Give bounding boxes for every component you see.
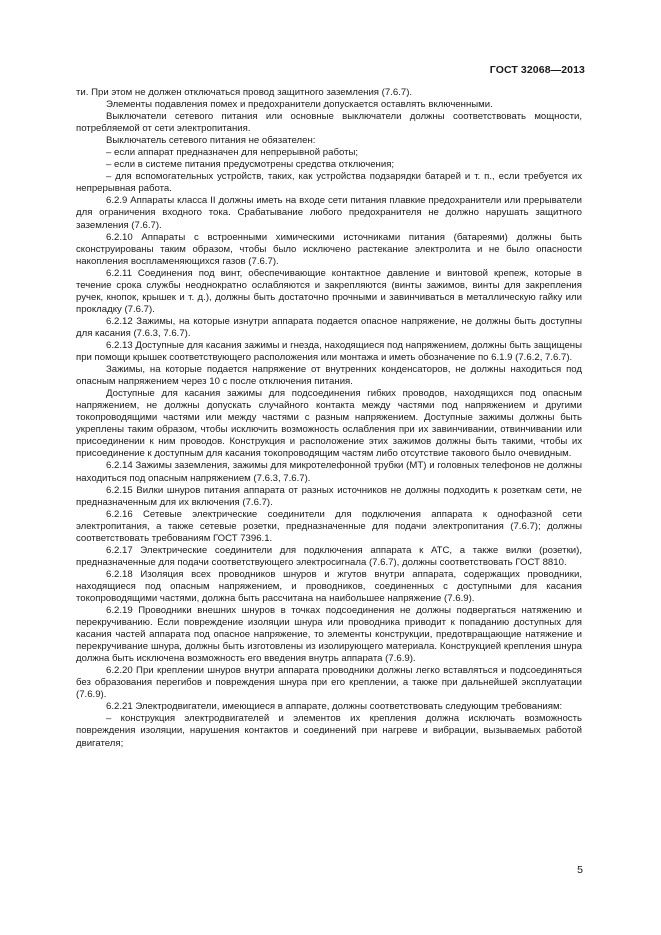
document-body [76,87,582,750]
paragraph: Доступные для касания зажимы для подсоединения гибких проводов, находящихся под опасным напряжением, не должны допускать случайного контакта между частями под напряжением и другими токопроводящими частями или между частями с разным напряжением. Доступные зажимы должны быть укреплены таким образом, чтобы исключить возможность ослабления при их завинчивании, отвинчивании или присоединении к ним проводов. Конструкция и расположение этих зажимов должны быть такими, чтобы их присоединение к доступным для касания токопроводящим частям либо отсутствие такового было очевидным. [76,388,582,460]
paragraph: Зажимы, на которые подается напряжение от внутренних конденсаторов, не должны находиться под опасным напряжением через 10 с после отключения питания. [76,364,582,388]
clause-6-2-13: 6.2.13 Доступные для касания зажимы и гнезда, находящиеся под напряжением, должны быть защищены при помощи крышек соответствующего расположения или монтажа и иметь обозначение по 6.1.9 (7.6.2, 7.6.7). [76,339,582,364]
clause-6-2-15: 6.2.15 Вилки шнуров питания аппарата от разных источников не должны подходить к розеткам сети, не предназначенным для их включения (7.6.7). [76,484,582,508]
clause-6-2-16: 6.2.16 Сетевые электрические соединители для подключения аппарата к однофазной сети электропитания, а также сетевые розетки, предназначенные для подачи электропитания (7.6.7); должны соответствовать требованиям ГОСТ 7396.1. [76,508,582,544]
list-item: – для вспомогательных устройств, таких, как устройства подзарядки батарей и т. п., если требуется их непрерывная работа. [76,171,582,195]
clause-6-2-20: 6.2.20 При креплении шнуров внутри аппарата проводники должны легко вставляться и подсоединяться без образования перегибов и повреждения шнура при его креплении, а также при дальнейшей эксплуатации (7.6.9). [76,665,582,701]
clause-6-2-11: 6.2.11 Соединения под винт, обеспечивающие контактное давление и винтовой крепеж, которые в течение срока службы неоднократно ослабляются и закрепляются (винты зажимов, винты для закрепления ручек, кнопок, крышек и т. д.), должны быть достаточно прочными и завинчиваться в металлическую гайку или прокладку (7.6.7). [76,267,582,315]
paragraph: Элементы подавления помех и предохранители допускается оставлять включенными. [106,99,493,111]
document-header: ГОСТ 32068—2013 [489,64,585,76]
clause-6-2-18: 6.2.18 Изоляция всех проводников шнуров и жгутов внутри аппарата, содержащих проводники, находящиеся под опасным напряжением, и проводников, соединенных с доступными для касания токопроводящими частями, должна быть рассчитана на наибольшее напряжение (7.6.9). [76,568,582,604]
list-item: – конструкция электродвигателей и элементов их крепления должна исключать возможность повреждения изоляции, нарушения контактов и соединений при нагреве и вибрации, вызываемых работой двигателя; [76,713,582,749]
list-item: – если аппарат предназначен для непрерывной работы; [106,147,359,159]
clause-6-2-9: 6.2.9 Аппараты класса II должны иметь на входе сети питания плавкие предохранители или прерыватели для ограничения входного тока. Срабатывание любого предохранителя не должно нарушать защитного заземления (7.6.7). [76,195,582,231]
clause-6-2-14: 6.2.14 Зажимы заземления, зажимы для микротелефонной трубки (МТ) и головных телефонов не должны находиться под опасным напряжением (7.6.3, 7.6.7). [76,460,582,484]
clause-6-2-10: 6.2.10 Аппараты с встроенными химическими источниками питания (батареями) должны быть сконструированы таким образом, чтобы было исключено растекание электролита и не было опасности накопления воспламеняющихся газов (7.6.7). [76,231,582,267]
paragraph: Выключатель сетевого питания не обязателен: [106,135,316,147]
clause-6-2-21: 6.2.21 Электродвигатели, имеющиеся в аппарате, должны соответствовать следующим требованиям: [106,701,563,713]
list-item: – если в системе питания предусмотрены средства отключения; [106,159,395,171]
page-number: 5 [577,864,583,876]
paragraph: Выключатели сетевого питания или основные выключатели должны соответствовать мощности, потребляемой от сети электропитания. [76,111,582,135]
clause-6-2-12: 6.2.12 Зажимы, на которые изнутри аппарата подается опасное напряжение, не должны быть доступны для касания (7.6.3, 7.6.7). [76,315,582,339]
clause-6-2-19: 6.2.19 Проводники внешних шнуров в точках подсоединения не должны подвергаться натяжению и перекручиванию. Если повреждение изоляции шнура или проводника приводит к попаданию доступных для касания частей аппарата под опасное напряжение, то элементы конструкции, предотвращающие натяжение и перекручивание шнура, должны быть изготовлены из изолирующего материала. Конструкцией крепления шнура должна быть исключена возможность его введения внутрь аппарата (7.6.9). [76,605,582,665]
paragraph: ти. При этом не должен отключаться провод защитного заземления (7.6.7). [76,87,413,98]
clause-6-2-17: 6.2.17 Электрические соединители для подключения аппарата к АТС, а также вилки (розетки), предназначенные для подачи соответствующего электросигнала (7.6.7), должны соответствовать ГОСТ 8810. [76,544,582,568]
